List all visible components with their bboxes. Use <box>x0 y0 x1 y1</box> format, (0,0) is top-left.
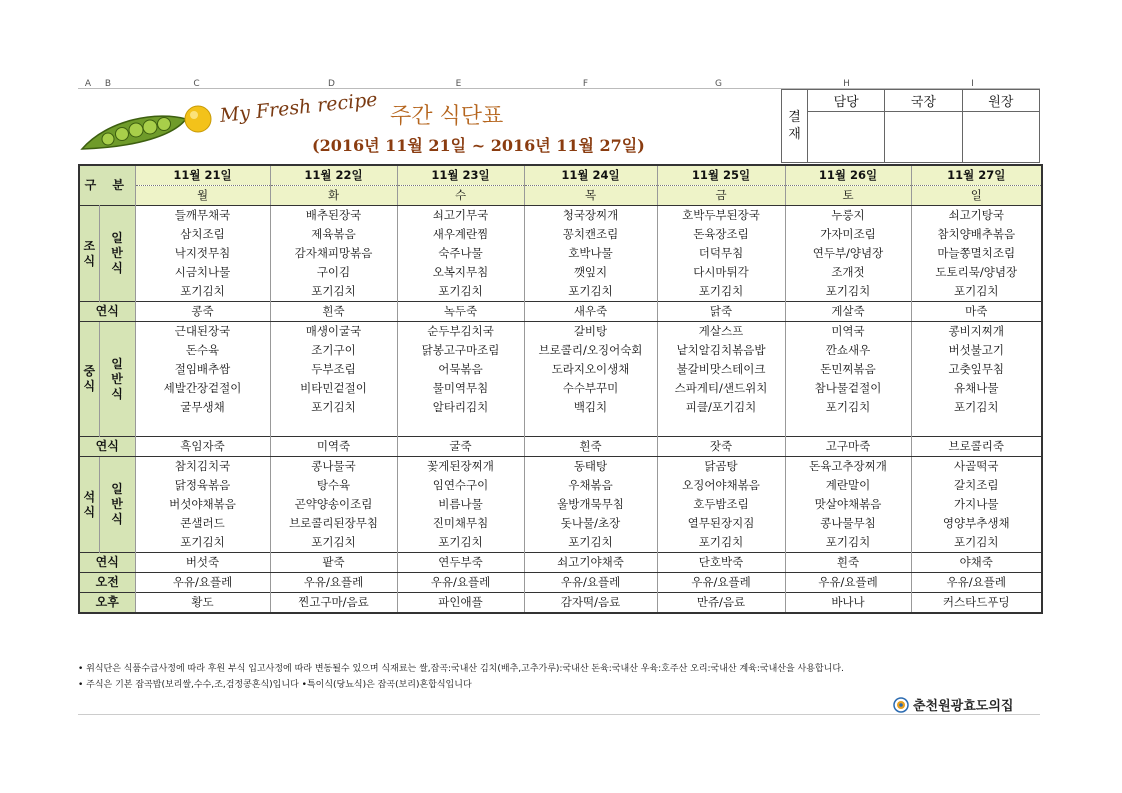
col-g: G <box>715 79 722 89</box>
menu-item: 새우계란찜 <box>397 225 524 244</box>
snack-item: 만쥬/음료 <box>657 593 785 614</box>
menu-item <box>524 417 657 437</box>
weekday-cell: 일 <box>911 186 1042 206</box>
menu-item: 갈치조림 <box>911 476 1042 495</box>
menu-item: 포기김치 <box>785 533 911 553</box>
date-cell: 11월 23일 <box>397 165 524 186</box>
menu-item: 포기김치 <box>911 398 1042 417</box>
menu-item: 연두부/양념장 <box>785 244 911 263</box>
menu-item: 알타리김치 <box>397 398 524 417</box>
date-range: (2016년 11월 21일 ~ 2016년 11월 27일) <box>312 136 645 155</box>
soft-diet-item: 흰죽 <box>524 437 657 457</box>
menu-item: 깻잎지 <box>524 263 657 282</box>
soft-diet-item: 녹두죽 <box>397 302 524 322</box>
snack-item: 파인애플 <box>397 593 524 614</box>
soft-diet-item: 게살죽 <box>785 302 911 322</box>
col-b: B <box>104 79 112 89</box>
snack-label: 오전 <box>79 573 135 593</box>
menu-item: 울방개묵무침 <box>524 495 657 514</box>
soft-diet-item: 버섯죽 <box>135 553 270 573</box>
snack-item: 황도 <box>135 593 270 614</box>
weekday-cell: 금 <box>657 186 785 206</box>
menu-item: 버섯불고기 <box>911 341 1042 360</box>
meal-label: 석 식 <box>79 457 99 553</box>
menu-item: 가지나물 <box>911 495 1042 514</box>
menu-item: 물미역무침 <box>397 379 524 398</box>
menu-item: 두부조림 <box>270 360 397 379</box>
snack-item: 우유/요플레 <box>397 573 524 593</box>
menu-item: 도라지오이생채 <box>524 360 657 379</box>
menu-item: 구이김 <box>270 263 397 282</box>
menu-item: 포기김치 <box>785 282 911 302</box>
menu-item: 포기김치 <box>524 533 657 553</box>
menu-item: 포기김치 <box>270 282 397 302</box>
col-f: F <box>582 79 589 89</box>
menu-item: 포기김치 <box>135 282 270 302</box>
notes <box>78 661 1040 693</box>
menu-item: 탕수육 <box>270 476 397 495</box>
col-i: I <box>971 79 974 89</box>
menu-table <box>78 164 1043 614</box>
weekday-cell: 수 <box>397 186 524 206</box>
menu-item: 오복지무침 <box>397 263 524 282</box>
organization-name: 춘천원광효도의집 <box>913 699 1014 714</box>
menu-item: 시금치나물 <box>135 263 270 282</box>
soft-diet-item: 연두부죽 <box>397 553 524 573</box>
menu-item: 오징어야채볶음 <box>657 476 785 495</box>
menu-item: 깐쇼새우 <box>785 341 911 360</box>
menu-item: 들깨무채국 <box>135 206 270 226</box>
snack-item: 우유/요플레 <box>135 573 270 593</box>
menu-item: 감자채피망볶음 <box>270 244 397 263</box>
soft-diet-item: 고구마죽 <box>785 437 911 457</box>
soft-diet-item: 팥죽 <box>270 553 397 573</box>
menu-item: 임연수구이 <box>397 476 524 495</box>
approval-label: 결 재 <box>782 90 808 163</box>
snack-item: 우유/요플레 <box>524 573 657 593</box>
menu-item <box>785 417 911 437</box>
menu-item: 닭봉고구마조림 <box>397 341 524 360</box>
menu-item: 포기김치 <box>911 533 1042 553</box>
soft-diet-item: 브로콜리죽 <box>911 437 1042 457</box>
menu-item: 꽁치캔조림 <box>524 225 657 244</box>
menu-item: 호박나물 <box>524 244 657 263</box>
menu-item: 동태탕 <box>524 457 657 477</box>
menu-item: 마늘쫑멸치조림 <box>911 244 1042 263</box>
menu-item: 사골떡국 <box>911 457 1042 477</box>
menu-item: 유채나물 <box>911 379 1042 398</box>
menu-item: 포기김치 <box>657 282 785 302</box>
menu-item: 참나물겉절이 <box>785 379 911 398</box>
menu-item: 포기김치 <box>135 533 270 553</box>
col-h: H <box>843 79 850 89</box>
snack-item: 우유/요플레 <box>785 573 911 593</box>
soft-diet-item: 쇠고기야채죽 <box>524 553 657 573</box>
menu-item: 쇠고기탕국 <box>911 206 1042 226</box>
menu-item: 영양부추생채 <box>911 514 1042 533</box>
meal-label: 중 식 <box>79 322 99 437</box>
menu-item: 배추된장국 <box>270 206 397 226</box>
menu-item: 콩나물국 <box>270 457 397 477</box>
menu-item: 청국장찌개 <box>524 206 657 226</box>
menu-item <box>270 417 397 437</box>
menu-item: 어묵볶음 <box>397 360 524 379</box>
menu-item: 포기김치 <box>270 398 397 417</box>
bottom-rule <box>78 714 1040 715</box>
snack-item: 우유/요플레 <box>657 573 785 593</box>
menu-item: 삼치조림 <box>135 225 270 244</box>
menu-item: 콩나물무침 <box>785 514 911 533</box>
menu-item: 돈수육 <box>135 341 270 360</box>
menu-item: 포기김치 <box>270 533 397 553</box>
menu-item: 맛살야채볶음 <box>785 495 911 514</box>
note-line: • 주식은 기본 잡곡밥(보리쌀,수수,조,검정콩혼식)입니다 •특이식(당뇨식)은 잡곡(보리)혼합식입니다 <box>78 680 472 690</box>
menu-item: 미역국 <box>785 322 911 342</box>
menu-item: 버섯야채볶음 <box>135 495 270 514</box>
menu-item: 우채볶음 <box>524 476 657 495</box>
gubun-label: 구 분 <box>79 165 135 206</box>
menu-item: 포기김치 <box>524 282 657 302</box>
menu-item: 조기구이 <box>270 341 397 360</box>
menu-item: 숙주나물 <box>397 244 524 263</box>
menu-item <box>657 417 785 437</box>
soft-diet-item: 단호박죽 <box>657 553 785 573</box>
menu-item: 곤약양송이조림 <box>270 495 397 514</box>
soft-diet-item: 미역죽 <box>270 437 397 457</box>
soft-diet-item: 닭죽 <box>657 302 785 322</box>
menu-item: 돗나물/초장 <box>524 514 657 533</box>
weekday-cell: 화 <box>270 186 397 206</box>
menu-item: 콘샐러드 <box>135 514 270 533</box>
menu-item: 참치양배추볶음 <box>911 225 1042 244</box>
date-cell: 11월 24일 <box>524 165 657 186</box>
col-c: C <box>193 79 200 89</box>
snack-item: 커스타드푸딩 <box>911 593 1042 614</box>
header-area <box>78 88 1040 163</box>
menu-item <box>135 417 270 437</box>
approval-role: 담당 <box>808 90 885 112</box>
organization <box>893 695 1013 714</box>
menu-item: 누룽지 <box>785 206 911 226</box>
date-cell: 11월 21일 <box>135 165 270 186</box>
weekday-cell: 목 <box>524 186 657 206</box>
column-headers <box>78 80 1040 88</box>
col-a: A <box>84 79 92 89</box>
menu-item: 열무된장지짐 <box>657 514 785 533</box>
snack-item: 우유/요플레 <box>911 573 1042 593</box>
menu-item: 도토리묵/양념장 <box>911 263 1042 282</box>
menu-item <box>397 417 524 437</box>
meal-label: 조 식 <box>79 206 99 302</box>
snack-item: 우유/요플레 <box>270 573 397 593</box>
menu-item: 굴무생채 <box>135 398 270 417</box>
menu-item: 다시마튀각 <box>657 263 785 282</box>
menu-item: 호박두부된장국 <box>657 206 785 226</box>
menu-item: 포기김치 <box>397 533 524 553</box>
menu-item: 참치김치국 <box>135 457 270 477</box>
menu-item: 세발간장겉절이 <box>135 379 270 398</box>
snack-item: 감자떡/음료 <box>524 593 657 614</box>
menu-item: 순두부김치국 <box>397 322 524 342</box>
menu-item: 돈육고추장찌개 <box>785 457 911 477</box>
menu-item: 닭곰탕 <box>657 457 785 477</box>
weekday-cell: 월 <box>135 186 270 206</box>
menu-item: 쇠고기무국 <box>397 206 524 226</box>
menu-item: 제육볶음 <box>270 225 397 244</box>
menu-item: 절임배추쌈 <box>135 360 270 379</box>
menu-item: 돈민찌볶음 <box>785 360 911 379</box>
menu-item: 스파게티/샌드위치 <box>657 379 785 398</box>
menu-item: 고춧잎무침 <box>911 360 1042 379</box>
menu-item: 돈육장조림 <box>657 225 785 244</box>
soft-diet-item: 흰죽 <box>270 302 397 322</box>
soft-diet-label: 연식 <box>79 553 135 573</box>
menu-item <box>911 417 1042 437</box>
date-cell: 11월 22일 <box>270 165 397 186</box>
signature-cell[interactable] <box>885 112 962 163</box>
menu-item: 콩비지찌개 <box>911 322 1042 342</box>
page-title: 주간 식단표 <box>390 104 504 129</box>
menu-item: 포기김치 <box>397 282 524 302</box>
menu-item: 백김치 <box>524 398 657 417</box>
snack-item: 바나나 <box>785 593 911 614</box>
col-e: E <box>455 79 462 89</box>
menu-item: 비타민겉절이 <box>270 379 397 398</box>
signature-cell[interactable] <box>962 112 1039 163</box>
signature-cell[interactable] <box>808 112 885 163</box>
menu-item: 근대된장국 <box>135 322 270 342</box>
menu-item: 낱치알김치볶음밥 <box>657 341 785 360</box>
menu-item: 가자미조림 <box>785 225 911 244</box>
menu-item: 피클/포기김치 <box>657 398 785 417</box>
menu-item: 닭정육볶음 <box>135 476 270 495</box>
note-line: • 위식단은 식품수급사정에 따라 후원 부식 입고사정에 따라 변동될수 있으며 식재료는 쌀,잡곡:국내산 김치(배추,고추가루):국내산 돈육:국내산 우육:호주산 오리:국내산 계육:국내산을 사용합니다. <box>78 664 844 674</box>
approval-box <box>781 89 1040 163</box>
soft-diet-item: 흑임자죽 <box>135 437 270 457</box>
menu-item: 매생이굴국 <box>270 322 397 342</box>
soft-diet-label: 연식 <box>79 302 135 322</box>
col-d: D <box>328 79 335 89</box>
menu-item: 호두밤조림 <box>657 495 785 514</box>
date-cell: 11월 25일 <box>657 165 785 186</box>
date-cell: 11월 27일 <box>911 165 1042 186</box>
soft-diet-item: 잣죽 <box>657 437 785 457</box>
meal-sub-label: 일 반 식 <box>99 322 135 437</box>
weekday-cell: 토 <box>785 186 911 206</box>
menu-item: 브로콜리/오징어숙회 <box>524 341 657 360</box>
menu-item: 수수부꾸미 <box>524 379 657 398</box>
menu-item: 낙지젓무침 <box>135 244 270 263</box>
soft-diet-item: 새우죽 <box>524 302 657 322</box>
approval-role: 국장 <box>885 90 962 112</box>
soft-diet-item: 마죽 <box>911 302 1042 322</box>
menu-item: 비름나물 <box>397 495 524 514</box>
menu-item: 조개젓 <box>785 263 911 282</box>
soft-diet-label: 연식 <box>79 437 135 457</box>
approval-role: 원장 <box>962 90 1039 112</box>
menu-item: 포기김치 <box>911 282 1042 302</box>
date-cell: 11월 26일 <box>785 165 911 186</box>
organization-logo-icon <box>893 697 909 713</box>
snack-item: 찐고구마/음료 <box>270 593 397 614</box>
menu-item: 포기김치 <box>785 398 911 417</box>
soft-diet-item: 콩죽 <box>135 302 270 322</box>
menu-item: 불갈비맛스테이크 <box>657 360 785 379</box>
menu-item: 꽃게된장찌개 <box>397 457 524 477</box>
meal-sub-label: 일 반 식 <box>99 457 135 553</box>
soft-diet-item: 흰죽 <box>785 553 911 573</box>
menu-item: 계란말이 <box>785 476 911 495</box>
menu-body <box>79 165 1042 613</box>
menu-item: 브로콜리된장무침 <box>270 514 397 533</box>
menu-item: 진미채무침 <box>397 514 524 533</box>
logo-text: My Fresh recipe <box>218 88 379 127</box>
soft-diet-item: 굴죽 <box>397 437 524 457</box>
menu-item: 게살스프 <box>657 322 785 342</box>
menu-item: 갈비탕 <box>524 322 657 342</box>
snack-label: 오후 <box>79 593 135 614</box>
menu-item: 포기김치 <box>657 533 785 553</box>
soft-diet-item: 야채죽 <box>911 553 1042 573</box>
menu-item: 더덕무침 <box>657 244 785 263</box>
pea-pod-icon <box>78 101 228 161</box>
meal-sub-label: 일 반 식 <box>99 206 135 302</box>
